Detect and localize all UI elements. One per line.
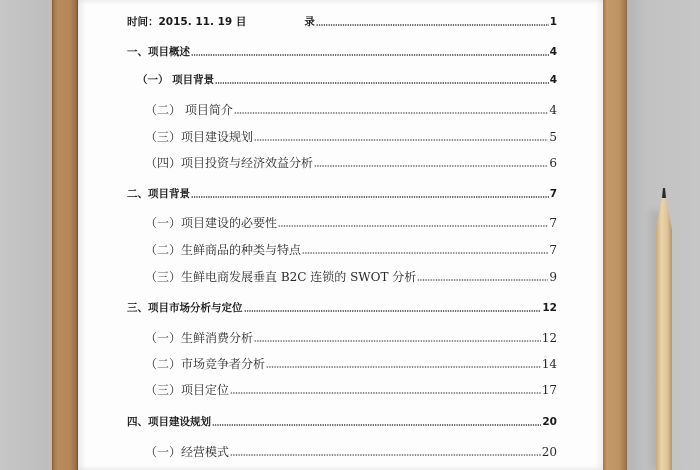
toc-leader-dots bbox=[234, 112, 549, 114]
toc-entry-2-3[interactable] bbox=[127, 269, 557, 285]
toc-page-number: 1 bbox=[549, 16, 557, 28]
toc-entry-label: （二） 项目简介 bbox=[145, 103, 233, 117]
toc-entry-2-1[interactable] bbox=[127, 215, 557, 231]
toc-entry-label: （三）生鲜电商发展垂直 B2C 连锁的 SWOT 分析 bbox=[145, 270, 417, 284]
toc-page-number: 7 bbox=[549, 243, 557, 257]
toc-page-number: 20 bbox=[542, 416, 557, 428]
toc-page-number: 14 bbox=[541, 357, 557, 371]
toc-entry-1-4[interactable] bbox=[127, 155, 557, 171]
toc-leader-dots bbox=[417, 279, 548, 281]
toc-header-row[interactable] bbox=[127, 14, 557, 30]
toc-page-number: 6 bbox=[549, 156, 557, 170]
toc-leader-dots bbox=[230, 392, 541, 394]
toc-leader-dots bbox=[254, 340, 541, 342]
toc-page-number: 5 bbox=[549, 130, 557, 144]
toc-page-number: 9 bbox=[549, 270, 557, 284]
toc-page-number: 4 bbox=[549, 103, 557, 117]
pencil-icon bbox=[655, 188, 673, 470]
toc-entry-label: （四）项目投资与经济效益分析 bbox=[145, 156, 314, 170]
toc-entry-label: （一）经营模式 bbox=[145, 445, 230, 459]
toc-entry-1-2[interactable] bbox=[127, 102, 557, 118]
toc-leader-dots bbox=[314, 165, 548, 167]
toc-entry-3-1[interactable] bbox=[127, 330, 557, 346]
toc-entry-label: 四、项目建设规划 bbox=[127, 416, 211, 428]
toc-entry-section-1[interactable] bbox=[127, 44, 557, 60]
toc-page-number: 20 bbox=[541, 445, 557, 459]
toc-entry-label: 二、项目背景 bbox=[127, 188, 190, 200]
toc-entry-section-3[interactable] bbox=[127, 300, 557, 316]
toc-page-number: 12 bbox=[541, 331, 557, 345]
toc-entry-label: （三）项目建设规划 bbox=[145, 130, 254, 144]
toc-entry-1-3[interactable] bbox=[127, 129, 557, 145]
toc-entry-3-2[interactable] bbox=[127, 356, 557, 372]
toc-entry-label: （二）市场竞争者分析 bbox=[145, 357, 266, 371]
toc-entry-label: 一、项目概述 bbox=[127, 46, 190, 58]
toc-entry-label: （一）项目建设的必要性 bbox=[145, 216, 278, 230]
toc-page-number: 12 bbox=[542, 302, 557, 314]
clipboard-right-edge bbox=[603, 0, 627, 470]
toc-entry-label: 三、项目市场分析与定位 bbox=[127, 302, 243, 314]
toc-entry-label: （三）项目定位 bbox=[145, 383, 230, 397]
toc-entry-3-3[interactable] bbox=[127, 382, 557, 398]
toc-leader-dots bbox=[191, 196, 549, 198]
toc-page-number: 4 bbox=[549, 46, 557, 58]
toc-entry-2-2[interactable] bbox=[127, 242, 557, 258]
toc-entry-section-4[interactable] bbox=[127, 414, 557, 430]
toc-page-number: 7 bbox=[549, 188, 557, 200]
toc-entry-label: （一） 项目背景 bbox=[137, 74, 215, 86]
toc-entry-section-2[interactable] bbox=[127, 186, 557, 202]
background-left bbox=[0, 0, 52, 470]
toc-entry-label: （二）生鲜商品的种类与特点 bbox=[145, 243, 302, 257]
toc-leader-dots bbox=[278, 225, 548, 227]
toc-page-number: 7 bbox=[549, 216, 557, 230]
toc-entry-1-1[interactable] bbox=[127, 72, 557, 88]
toc-leader-dots bbox=[215, 82, 549, 84]
toc-page-number: 17 bbox=[541, 383, 557, 397]
document-page bbox=[78, 0, 603, 470]
toc-leader-dots bbox=[302, 252, 548, 254]
toc-leader-dots bbox=[254, 139, 548, 141]
toc-date-label: 时间：2015. 11. 19 目 bbox=[127, 16, 247, 28]
clipboard-left-edge bbox=[52, 0, 78, 470]
toc-entry-4-1[interactable] bbox=[127, 444, 557, 460]
toc-leader-dots bbox=[230, 454, 541, 456]
toc-entry-label: （一）生鲜消费分析 bbox=[145, 331, 254, 345]
toc-leader-dots bbox=[212, 424, 541, 426]
toc-leader-dots bbox=[244, 310, 542, 312]
toc-leader-dots bbox=[316, 24, 549, 26]
toc-leader-dots bbox=[266, 366, 541, 368]
toc-page-number: 4 bbox=[549, 74, 557, 86]
toc-leader-dots bbox=[191, 54, 549, 56]
toc-title-suffix: 录 bbox=[304, 16, 315, 28]
